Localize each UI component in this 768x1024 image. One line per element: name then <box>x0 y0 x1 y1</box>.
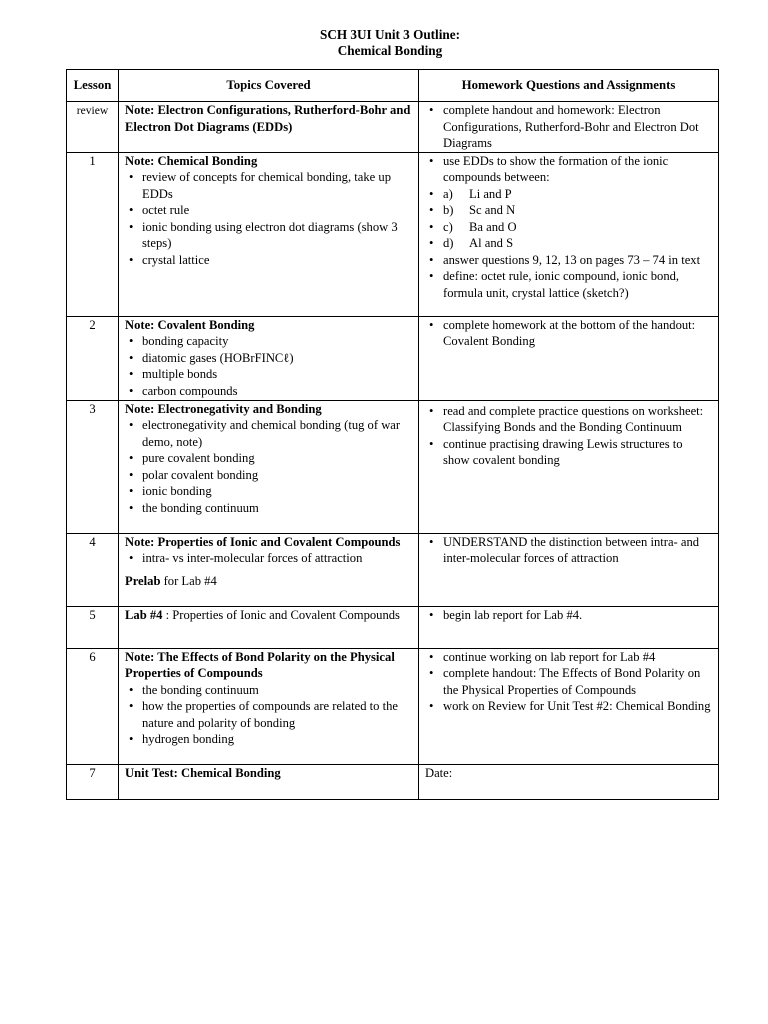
table-row <box>67 606 719 648</box>
sub-item-text: Li and P <box>469 186 512 201</box>
list-item: • define: octet rule, ionic compound, ionic bond, formula unit, crystal lattice (sketch?) <box>425 268 712 301</box>
list-item: • octet rule <box>125 202 412 219</box>
list-item: • hydrogen bonding <box>125 731 412 748</box>
topics-list <box>125 169 412 268</box>
list-item: • how the properties of compounds are related to the nature and polarity of bonding <box>125 698 412 731</box>
lesson-number: 6 <box>89 649 96 664</box>
lesson-number: 7 <box>89 765 96 780</box>
sub-list-item <box>425 219 712 236</box>
list-item: • complete homework at the bottom of the handout: Covalent Bonding <box>425 317 712 350</box>
topics-list <box>125 682 412 748</box>
homework-cell <box>419 648 719 764</box>
list-item: • crystal lattice <box>125 252 412 269</box>
column-header-homework: Homework Questions and Assignments <box>419 70 719 102</box>
lesson-note-title: Note: Chemical Bonding <box>125 153 258 168</box>
lesson-note-title: Note: Properties of Ionic and Covalent Compounds <box>125 534 401 549</box>
table-row <box>67 764 719 799</box>
sub-list-item <box>425 235 712 252</box>
homework-cell <box>419 102 719 153</box>
list-item-text: use EDDs to show the formation of the ionic compounds between: <box>443 153 669 184</box>
homework-cell <box>419 316 719 400</box>
lesson-note-title: Note: The Effects of Bond Polarity on the Physical Properties of Compounds <box>125 649 395 680</box>
list-item: • multiple bonds <box>125 366 412 383</box>
homework-cell <box>419 152 719 316</box>
lesson-cell <box>67 152 119 316</box>
list-item: • complete handout and homework: Electron Configurations, Rutherford-Bohr and Electron Dot Diagrams <box>425 102 712 152</box>
sub-list-item <box>425 202 712 219</box>
lesson-number: 5 <box>89 607 96 622</box>
column-header-topics: Topics Covered <box>119 70 419 102</box>
table-row <box>67 400 719 533</box>
list-item: • bonding capacity <box>125 333 412 350</box>
lesson-note-title: Note: Covalent Bonding <box>125 317 255 332</box>
table-header-row <box>67 70 719 102</box>
list-item: • diatomic gases (HOBrFINCℓ) <box>125 350 412 367</box>
list-item: • pure covalent bonding <box>125 450 412 467</box>
table-row <box>67 152 719 316</box>
sub-item-text: Al and S <box>469 236 514 250</box>
lesson-cell <box>67 102 119 153</box>
lesson-cell <box>67 316 119 400</box>
list-item: • the bonding continuum <box>125 500 412 517</box>
lesson-number: 4 <box>89 534 96 549</box>
prelab-line <box>125 573 412 590</box>
topics-cell <box>119 316 419 400</box>
topics-list <box>125 417 412 516</box>
homework-list <box>425 317 712 350</box>
list-item: • ionic bonding <box>125 483 412 500</box>
list-item <box>425 153 712 252</box>
sub-item-text: Sc and N <box>469 203 516 217</box>
table-row <box>67 648 719 764</box>
list-item: • carbon compounds <box>125 383 412 400</box>
lab-label: Lab #4 <box>125 607 163 622</box>
lesson-cell <box>67 648 119 764</box>
list-item: • electronegativity and chemical bonding (tug of war demo, note) <box>125 417 412 450</box>
topics-cell <box>119 533 419 606</box>
list-item: • complete handout: The Effects of Bond Polarity on the Physical Properties of Compounds <box>425 665 712 698</box>
sub-item-letter: a) <box>443 186 453 201</box>
lesson-cell <box>67 400 119 533</box>
lesson-number: 3 <box>89 401 96 416</box>
list-item: • polar covalent bonding <box>125 467 412 484</box>
lesson-cell <box>67 533 119 606</box>
lesson-note-title: Unit Test: Chemical Bonding <box>125 765 281 780</box>
homework-list <box>425 153 712 302</box>
list-item: • ionic bonding using electron dot diagrams (show 3 steps) <box>125 219 412 252</box>
sub-item-letter: b) <box>443 203 454 217</box>
list-item: • intra- vs inter-molecular forces of attraction <box>125 550 412 567</box>
list-item: • continue practising drawing Lewis structures to show covalent bonding <box>425 436 712 469</box>
list-item: • begin lab report for Lab #4. <box>425 607 712 624</box>
prelab-text: for Lab #4 <box>160 573 217 588</box>
title-line-1: SCH 3UI Unit 3 Outline: <box>320 27 460 42</box>
sub-item-text: Ba and O <box>469 219 517 234</box>
lesson-note-title: Note: Electron Configurations, Rutherford-Bohr and Electron Dot Diagrams (EDDs) <box>125 103 411 134</box>
topics-cell <box>119 400 419 533</box>
prelab-label: Prelab <box>125 573 161 588</box>
test-date-label: Date: <box>425 765 453 780</box>
lab-title: : Properties of Ionic and Covalent Compounds <box>162 607 400 622</box>
sub-item-letter: d) <box>443 236 454 250</box>
topics-list <box>125 333 412 399</box>
list-item: • the bonding continuum <box>125 682 412 699</box>
homework-cell <box>419 533 719 606</box>
list-item: • answer questions 9, 12, 13 on pages 73 – 74 in text <box>425 252 712 269</box>
list-item: • read and complete practice questions on worksheet: Classifying Bonds and the Bonding Continuum <box>425 403 712 436</box>
lesson-number: 1 <box>89 153 96 168</box>
topics-cell <box>119 152 419 316</box>
list-item: • UNDERSTAND the distinction between intra- and inter-molecular forces of attraction <box>425 534 712 567</box>
homework-cell <box>419 400 719 533</box>
list-item: • continue working on lab report for Lab #4 <box>425 649 712 666</box>
homework-list <box>425 403 712 469</box>
lesson-number: review <box>76 104 109 117</box>
sub-list-item <box>425 186 712 203</box>
compound-pairs-list <box>425 186 712 252</box>
topics-cell <box>119 102 419 153</box>
lesson-cell <box>67 606 119 648</box>
topics-cell <box>119 648 419 764</box>
homework-list <box>425 534 712 567</box>
table-row <box>67 316 719 400</box>
topics-list <box>125 550 412 567</box>
homework-list <box>425 649 712 715</box>
topics-cell <box>119 764 419 799</box>
lesson-number: 2 <box>89 317 96 332</box>
lesson-cell <box>67 764 119 799</box>
homework-list <box>425 607 712 624</box>
table-row <box>67 102 719 153</box>
list-item: • review of concepts for chemical bonding, take up EDDs <box>125 169 412 202</box>
homework-list <box>425 102 712 152</box>
sub-item-letter: c) <box>443 219 453 234</box>
column-header-lesson: Lesson <box>67 70 119 102</box>
topics-cell <box>119 606 419 648</box>
document-title <box>0 27 768 59</box>
list-item: • work on Review for Unit Test #2: Chemical Bonding <box>425 698 712 715</box>
homework-cell <box>419 606 719 648</box>
title-line-2: Chemical Bonding <box>337 43 443 58</box>
homework-cell <box>419 764 719 799</box>
table-row <box>67 533 719 606</box>
lesson-note-title: Note: Electronegativity and Bonding <box>125 401 322 416</box>
unit-outline-table <box>66 69 719 800</box>
